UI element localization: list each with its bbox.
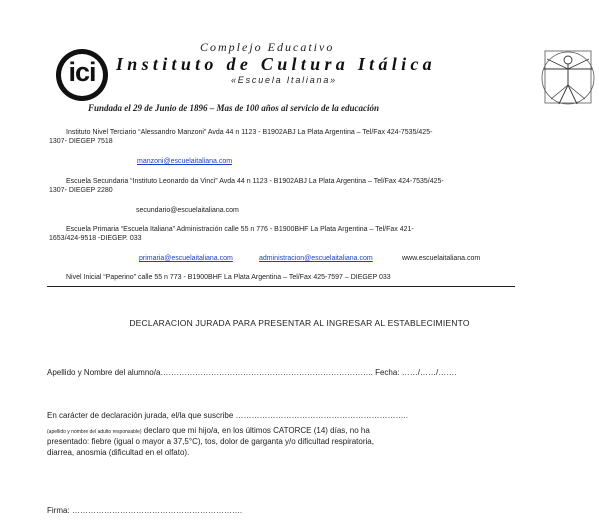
header-fundada: Fundada el 29 de Junio de 1896 – Mas de 100 años al servicio de la educación xyxy=(88,103,379,113)
declaration-paragraph-1: declaro que mi hijo/a, en los últimos CATORCE (14) días, no ha xyxy=(141,426,370,435)
firma-field-line[interactable]: Firma: ………………………………………………………. xyxy=(47,506,243,515)
manzoni-email-link[interactable]: manzoni@escuelaitaliana.com xyxy=(137,158,233,165)
inicial-line: Nivel Inicial “Paperino” calle 55 n 773 - B1900BHF La Plata Argentina – Tel/Fax 425-7597 – DIEGEP 033 xyxy=(66,274,391,281)
website-text[interactable]: www.escuelaitaliana.com xyxy=(402,255,481,262)
primaria-line1: Escuela Primaria “Escuela Italiana” Administración calle 55 n 776 - B1900BHF La Plata Argentina – Tel/Fax 421- xyxy=(66,226,414,233)
school-logo xyxy=(56,49,108,101)
declaration-title: DECLARACION JURADA PARA PRESENTAR AL INGRESAR AL ESTABLECIMIENTO xyxy=(129,318,470,328)
secundaria-line2: 1307- DIEGEP 2280 xyxy=(49,187,113,194)
apellido-field-line[interactable]: Apellido y Nombre del alumno/a…………………………………………………………………….. Fecha: ……/……/……. xyxy=(47,368,457,377)
vitruvian-man-image xyxy=(539,47,597,109)
suscribe-field-line[interactable]: En carácter de declaración jurada, el/la que suscribe ……………………………………………………….. xyxy=(47,411,408,420)
secundario-email[interactable]: secundario@escuelaitaliana.com xyxy=(136,207,239,214)
header-complejo: Complejo Educativo xyxy=(200,40,335,54)
secundaria-line1: Escuela Secundaria “Instituto Leonardo da Vinci” Avda 44 n 1123 - B1902ABJ La Plata Argentina – Tel/Fax 424-7535/425- xyxy=(66,178,444,185)
header-escuela: «Escuela Italiana» xyxy=(231,75,337,85)
declaration-paragraph-2: presentado: fiebre (igual o mayor a 37,5°C), tos, dolor de garganta y/o dificultad respiratoria, xyxy=(47,437,374,446)
adulto-note: (apellido y nombre del adulto responsable) xyxy=(47,429,142,435)
header-divider xyxy=(47,286,515,287)
administracion-email-link[interactable]: administracion@escuelaitaliana.com xyxy=(259,255,373,262)
primaria-email-link[interactable]: primaria@escuelaitaliana.com xyxy=(139,255,233,262)
terciario-line2: 1307- DIEGEP 7518 xyxy=(49,138,113,145)
header-instituto: Instituto de Cultura Itálica xyxy=(116,54,436,74)
declaration-paragraph-3: diarrea, anosmia (dificultad en el olfato). xyxy=(47,448,190,457)
primaria-line2: 1653/424-9518 -DIEGEP. 033 xyxy=(49,235,142,242)
terciario-line1: Instituto Nivel Terciario “Alessandro Manzoni” Avda 44 n 1123 - B1902ABJ La Plata Argentina – Tel/Fax 424-7535/425- xyxy=(66,129,433,136)
logo-text: ici xyxy=(68,57,96,87)
